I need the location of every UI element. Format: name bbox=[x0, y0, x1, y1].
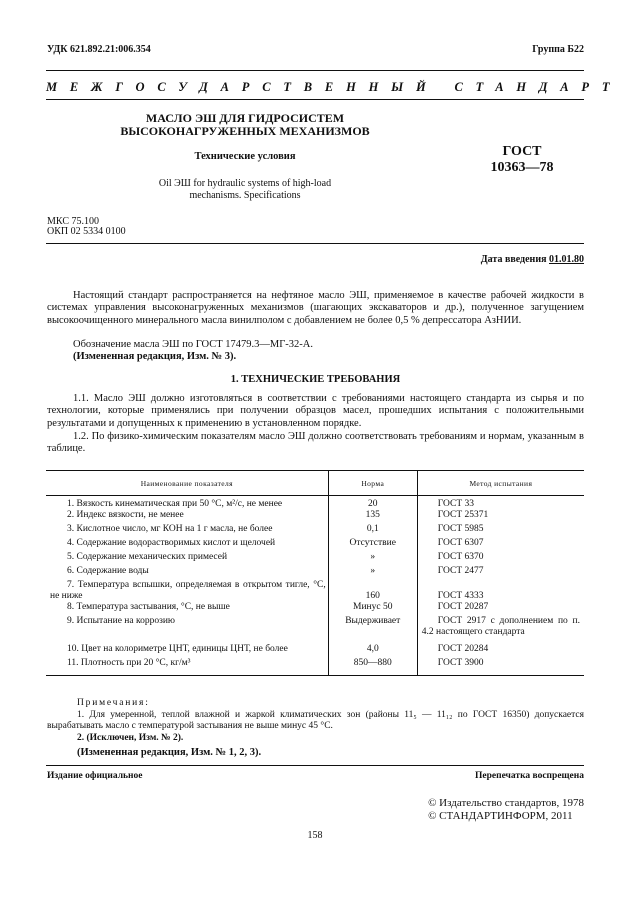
intro-date-label: Дата введения bbox=[480, 254, 547, 265]
gost-number bbox=[462, 144, 582, 176]
table-row: 9. Испытание на коррозию Выдерживает ГОСТ 2917 с дополнением по п. 4.2 настоящего стандарта bbox=[46, 616, 584, 644]
official-edition: Издание официальное bbox=[47, 771, 143, 781]
footer-rule bbox=[46, 765, 584, 766]
gost-code: 10363—78 bbox=[490, 160, 554, 175]
requirements-table bbox=[46, 470, 584, 676]
table-row: 2. Индекс вязкости, не менее 135 ГОСТ 25371 bbox=[46, 510, 584, 524]
udk-code: УДК 621.892.21:006.354 bbox=[47, 44, 151, 55]
clause-1-1: 1.1. Масло ЭШ должно изготовляться в соответствии с требованиями настоящего стандарта из сырья и по технологии, которые применялись при получении образцов масел, прошедших испытания с положительными результатами и допущенных к применению в установленном порядке. bbox=[47, 393, 584, 429]
english-title bbox=[100, 178, 390, 202]
notes-heading: Примечания: bbox=[77, 698, 150, 708]
header-rule-top bbox=[46, 70, 584, 71]
table-row: 10. Цвет на колориметре ЦНТ, единицы ЦНТ, не более 4,0 ГОСТ 20284 bbox=[46, 644, 584, 658]
table-row: 4. Содержание водорастворимых кислот и щелочей Отсутствие ГОСТ 6307 bbox=[46, 538, 584, 552]
okp-code: ОКП 02 5334 0100 bbox=[47, 226, 126, 237]
note-2: 2. (Исключен, Изм. № 2). bbox=[77, 732, 184, 743]
page-number: 158 bbox=[307, 830, 323, 841]
classification-codes bbox=[47, 217, 126, 237]
codes-rule bbox=[46, 243, 584, 244]
copyright-line-2: © СТАНДАРТИНФОРМ, 2011 bbox=[428, 810, 573, 822]
table-row: 6. Содержание воды » ГОСТ 2477 bbox=[46, 566, 584, 580]
english-title-line-2: mechanisms. Specifications bbox=[189, 190, 301, 201]
clause-1-2: 1.2. По физико-химическим показателям масло ЭШ должно соответствовать требованиям и нормам, указанным в таблице. bbox=[47, 431, 584, 455]
table-row: 8. Температура застывания, °С, не выше Минус 50 ГОСТ 20287 bbox=[46, 602, 584, 616]
table-row: 5. Содержание механических примесей » ГОСТ 6370 bbox=[46, 552, 584, 566]
document-title bbox=[100, 112, 390, 138]
table-notes bbox=[47, 698, 584, 759]
intro-paragraph: Настоящий стандарт распространяется на нефтяное масло ЭШ, применяемое в качестве рабочей жидкости в системах управления высоконагруженных механизмов (шагающих экскаваторов и др.), полученное загущением высокоочищенного минерального масла винилполом с добавлением не более 0,5 % депрессатора АзНИИ. bbox=[47, 290, 584, 326]
revision-note-intro: (Измененная редакция, Изм. № 3). bbox=[73, 351, 237, 362]
header-rule-bottom bbox=[46, 99, 584, 100]
title-line-1: МАСЛО ЭШ ДЛЯ ГИДРОСИСТЕМ bbox=[145, 111, 345, 125]
table-row: 7. Температура вспышки, определяемая в открытом тигле, °С, не ниже 160 ГОСТ 4333 bbox=[46, 580, 584, 602]
copyright-block bbox=[428, 797, 584, 823]
reprint-prohibited: Перепечатка воспрещена bbox=[474, 771, 584, 781]
table-row: 11. Плотность при 20 °С, кг/м³ 850—880 ГОСТ 3900 bbox=[46, 658, 584, 676]
intro-date-value: 01.01.80 bbox=[549, 254, 584, 265]
header-norm: Норма bbox=[328, 471, 417, 496]
mks-code: МКС 75.100 bbox=[47, 216, 99, 227]
revision-note-table: (Измененная редакция, Изм. № 1, 2, 3). bbox=[77, 747, 262, 758]
copyright-line-1: © Издательство стандартов, 1978 bbox=[428, 797, 584, 809]
header-method: Метод испытания bbox=[417, 471, 584, 496]
table-row: 1. Вязкость кинематическая при 50 °С, м²/с, не менее 20 ГОСТ 33 bbox=[46, 496, 584, 511]
designation-paragraph: Обозначение масла ЭШ по ГОСТ 17479.3—МГ-32-А. bbox=[73, 339, 314, 350]
group-code: Группа Б22 bbox=[532, 44, 584, 55]
section-heading: 1. ТЕХНИЧЕСКИЕ ТРЕБОВАНИЯ bbox=[230, 374, 401, 385]
gost-label: ГОСТ bbox=[502, 144, 542, 159]
interstate-standard-banner: МЕЖГОСУДАРСТВЕННЫЙ СТАНДАРТ bbox=[46, 80, 623, 94]
document-subtitle: Технические условия bbox=[194, 151, 296, 162]
header-indicator: Наименование показателя bbox=[46, 471, 328, 496]
intro-date bbox=[481, 254, 584, 265]
english-title-line-1: Oil ЭШ for hydraulic systems of high-load bbox=[158, 178, 332, 189]
note-1: 1. Для умеренной, теплой влажной и жаркой климатических зон (районы 11₅ — 11₁₂ по ГОСТ 16350) допускается вырабатывать масло с температурой застывания не выше минус 45 °С. bbox=[47, 709, 584, 731]
table-row: 3. Кислотное число, мг КОН на 1 г масла, не более 0,1 ГОСТ 5985 bbox=[46, 524, 584, 538]
title-line-2: ВЫСОКОНАГРУЖЕННЫХ МЕХАНИЗМОВ bbox=[120, 124, 370, 138]
table-header-row bbox=[46, 471, 584, 496]
